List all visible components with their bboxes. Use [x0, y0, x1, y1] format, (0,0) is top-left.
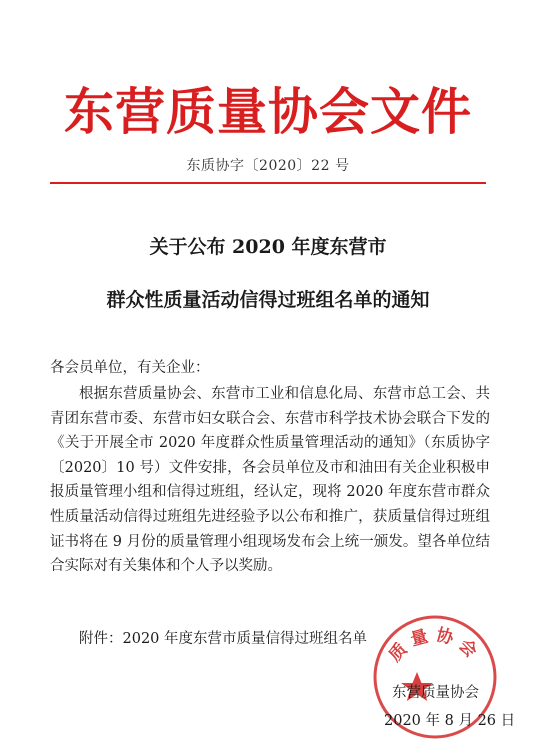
document-header-title: 东营质量协会文件	[64, 83, 472, 141]
seal-text: 质量协会	[385, 625, 485, 666]
body-paragraph: 根据东营质量协会、东营市工业和信息化局、东营市总工会、共青团东营市委、东营市妇女联合会、东营市科学技术协会联合下发的《关于开展全市 2020 年度群众性质量管理活动的通知》（东质协字〔2020〕10 号）文件安排，各会员单位及市和油田有关企业积极申报质量管理小组和信得过班组，经认定，现将 2020 年度东营市群众性质量活动信得过班组先进经验予以公布和推广，获质量信得过班组证书将在 9 月份的质量管理小组现场发布会上统一颁发。望各单位结合实际对有关集体和个人予以奖励。	[50, 386, 490, 575]
notice-title-line-1: 关于公布 2020 年度东营市	[149, 236, 387, 258]
attachment-line: 附件：2020 年度东营市质量信得过班组名单	[79, 631, 368, 647]
issue-date: 2020 年 8 月 26 日	[384, 713, 516, 729]
issuer-name: 东营质量协会	[392, 685, 479, 701]
notice-title-line-2: 群众性质量活动信得过班组名单的通知	[106, 289, 430, 311]
document-number: 东质协字〔2020〕22 号	[186, 158, 350, 174]
red-divider	[50, 182, 486, 184]
salutation: 各会员单位，有关企业：	[50, 360, 210, 376]
